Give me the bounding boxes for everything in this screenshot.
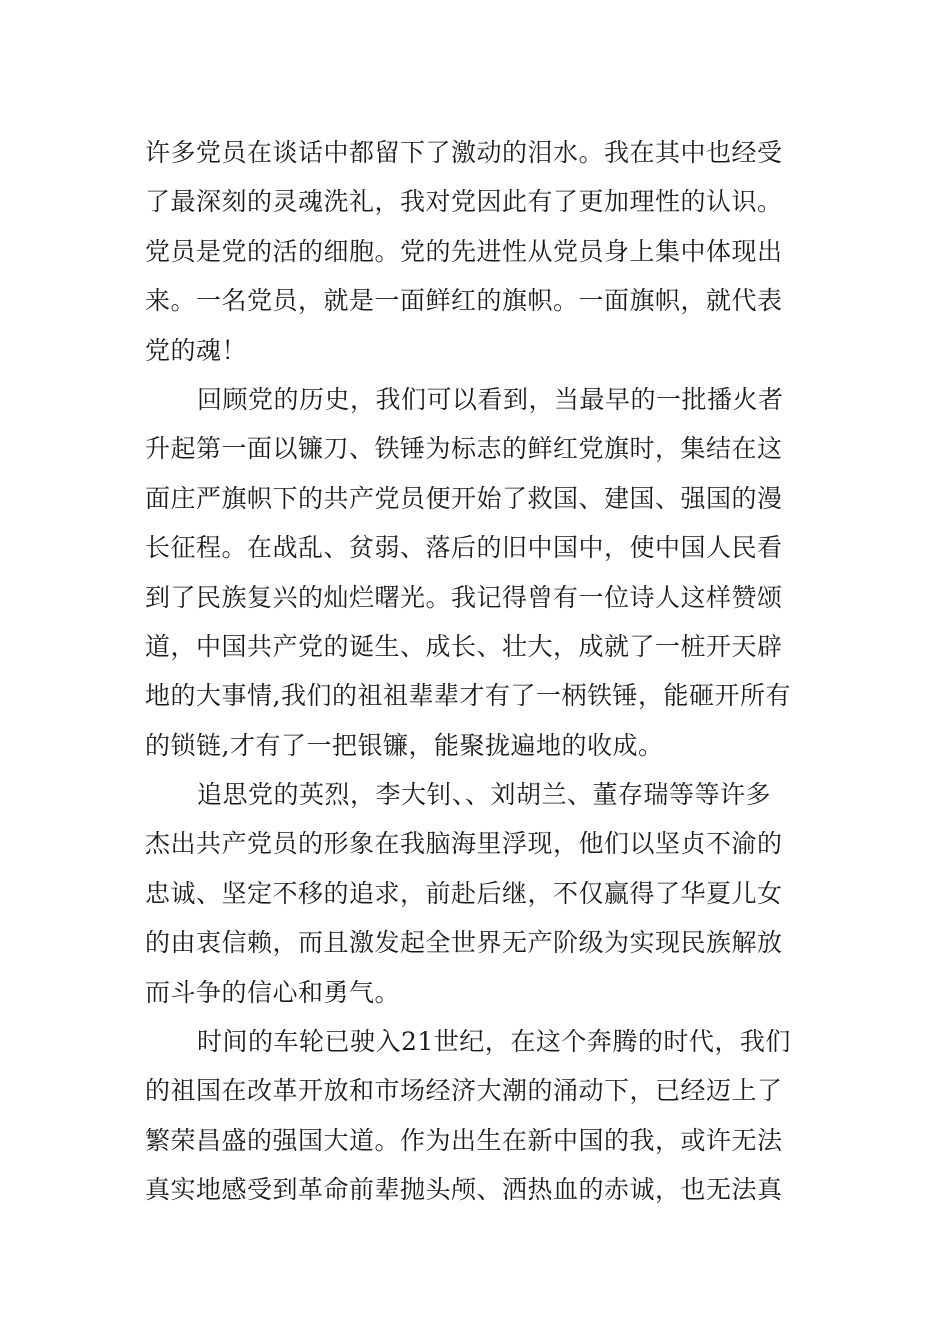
text-line: 党员是党的活的细胞。党的先进性从党员身上集中体现出 <box>145 236 783 266</box>
text-line: 而斗争的信心和勇气。 <box>145 977 401 1007</box>
text-line: 回顾党的历史，我们可以看到，当最早的一批播火者 <box>197 384 784 414</box>
text-line: 真实地感受到革命前辈抛头颅、洒热血的赤诚，也无法真 <box>145 1175 783 1205</box>
text-line: 时间的车轮已驶入21世纪，在这个奔腾的时代，我们 <box>197 1027 791 1057</box>
text-line: 到了民族复兴的灿烂曙光。我记得曾有一位诗人这样赞颂 <box>145 582 783 612</box>
document-body <box>145 128 805 1215</box>
text-line: 忠诚、坚定不移的追求，前赴后继，不仅赢得了华夏儿女 <box>145 878 783 908</box>
paragraph-4 <box>145 1017 805 1215</box>
text-line: 杰出共产党员的形象在我脑海里浮现，他们以坚贞不渝的 <box>145 829 783 859</box>
text-line: 的锁链,才有了一把银镰，能聚拢遍地的收成。 <box>145 730 664 760</box>
text-line: 繁荣昌盛的强国大道。作为出生在新中国的我，或许无法 <box>145 1125 783 1155</box>
text-line: 来。一名党员，就是一面鲜红的旗帜。一面旗帜，就代表 <box>145 286 783 316</box>
paragraph-1 <box>145 128 805 375</box>
text-line: 长征程。在战乱、贫弱、落后的旧中国中，使中国人民看 <box>145 533 783 563</box>
text-line: 道，中国共产党的诞生、成长、壮大，成就了一桩开天辟 <box>145 631 783 661</box>
text-line: 了最深刻的灵魂洗礼，我对党因此有了更加理性的认识。 <box>145 187 783 217</box>
text-line: 地的大事情,我们的祖祖辈辈才有了一柄铁锤，能砸开所有 <box>145 681 791 711</box>
text-line: 的由衷信赖，而且激发起全世界无产阶级为实现民族解放 <box>145 928 783 958</box>
text-line: 升起第一面以镰刀、铁锤为标志的鲜红党旗时，集结在这 <box>145 434 783 464</box>
text-line: 面庄严旗帜下的共产党员便开始了救国、建国、强国的漫 <box>145 483 783 513</box>
text-line: 追思党的英烈，李大钊、、刘胡兰、董存瑞等等许多 <box>197 780 772 810</box>
text-line: 的祖国在改革开放和市场经济大潮的涌动下，已经迈上了 <box>145 1076 783 1106</box>
text-line: 党的魂！ <box>145 335 248 365</box>
paragraph-3 <box>145 770 805 1017</box>
paragraph-2 <box>145 375 805 770</box>
text-line: 许多党员在谈话中都留下了激动的泪水。我在其中也经受 <box>145 138 783 167</box>
